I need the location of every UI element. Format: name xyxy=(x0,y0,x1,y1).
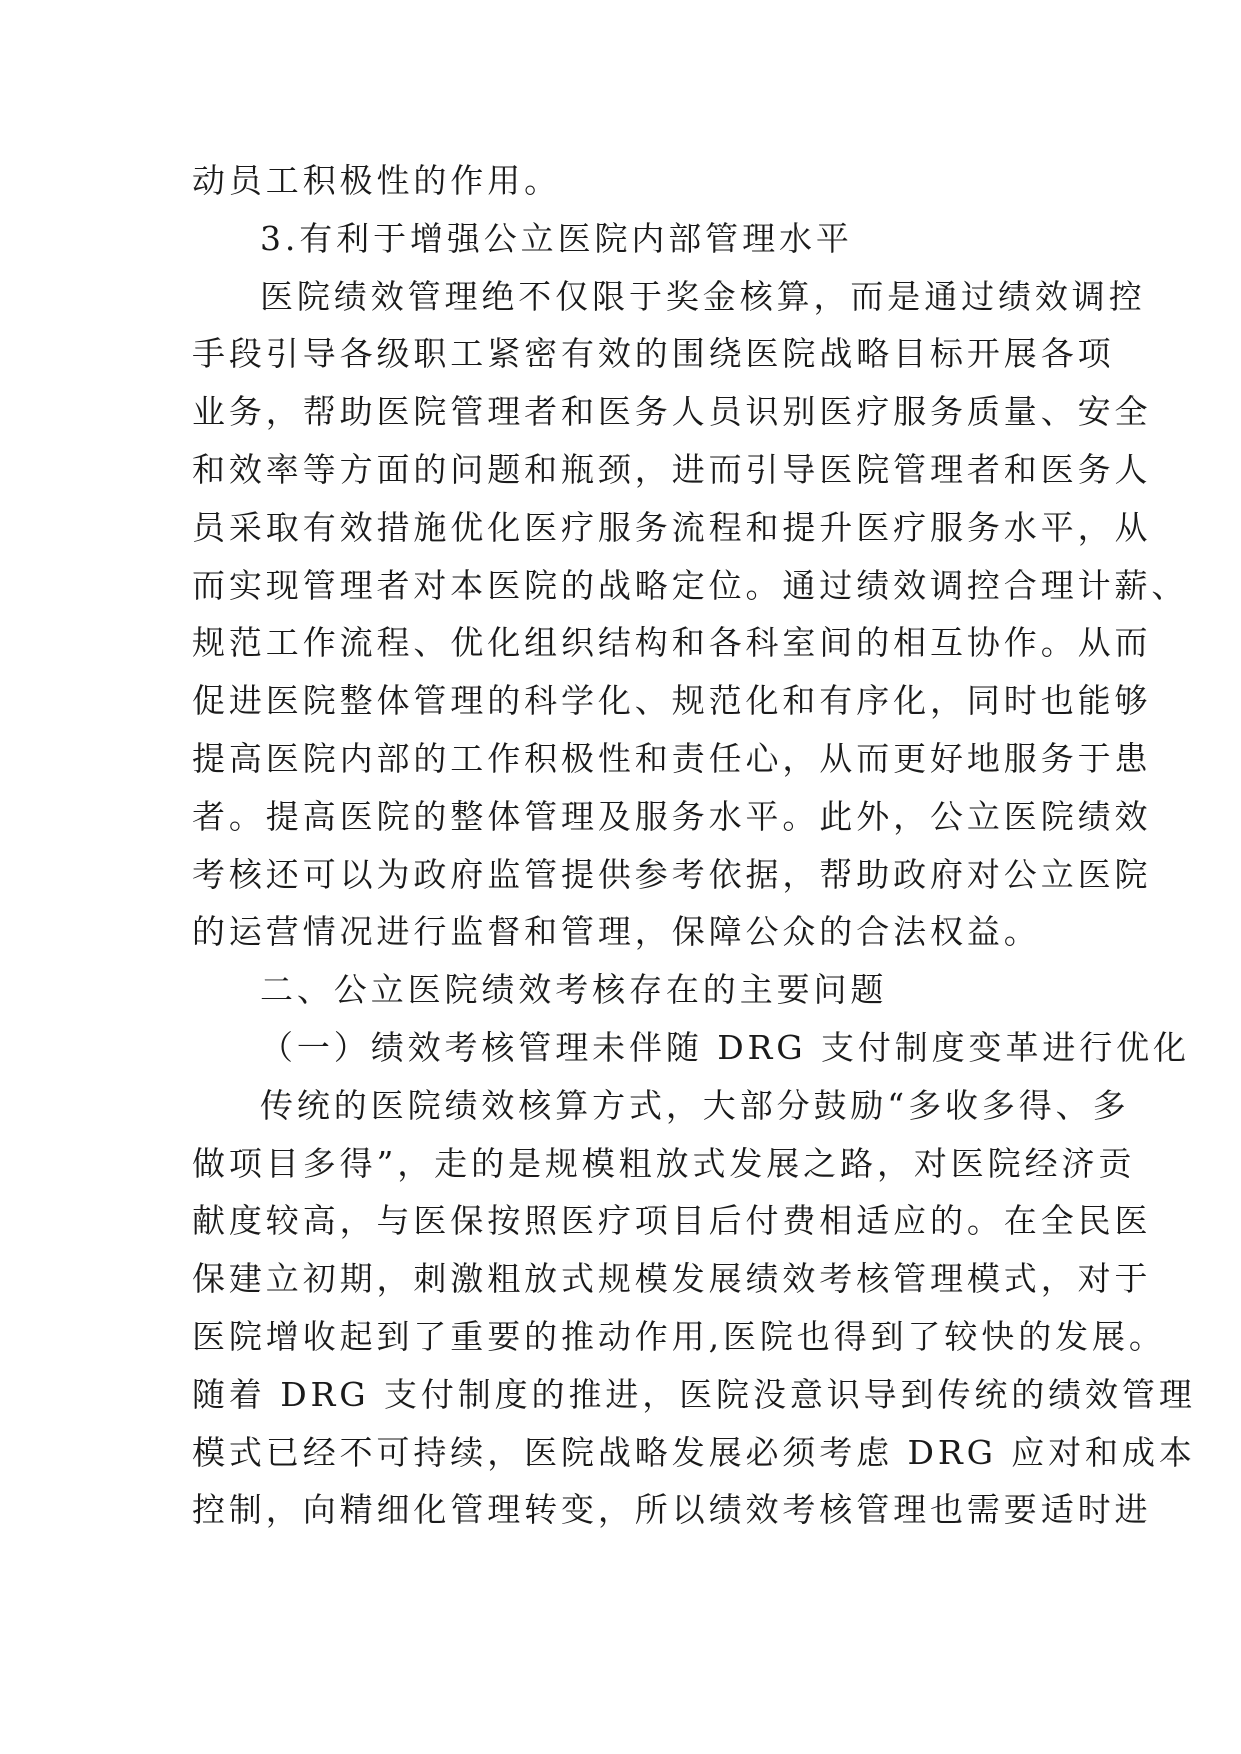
text-line: 医院绩效管理绝不仅限于奖金核算，而是通过绩效调控 xyxy=(260,276,1146,316)
text-line: 保建立初期，刺激粗放式规模发展绩效考核管理模式，对于 xyxy=(192,1259,1152,1299)
text-line: 和效率等方面的问题和瓶颈，进而引导医院管理者和医务人 xyxy=(192,449,1152,489)
text-line: 员采取有效措施优化医疗服务流程和提升医疗服务水平，从 xyxy=(192,507,1152,547)
text-line: 而实现管理者对本医院的战略定位。通过绩效调控合理计薪、 xyxy=(192,565,1189,605)
text-line: 规范工作流程、优化组织结构和各科室间的相互协作。从而 xyxy=(192,623,1152,663)
text-line: 医院增收起到了重要的推动作用,医院也得到了较快的发展。 xyxy=(192,1316,1166,1356)
text-line: 二、公立医院绩效考核存在的主要问题 xyxy=(260,970,888,1010)
text-line: 促进医院整体管理的科学化、规范化和有序化，同时也能够 xyxy=(192,681,1152,721)
text-line: 提高医院内部的工作积极性和责任心，从而更好地服务于患 xyxy=(192,738,1152,778)
text-line: （一）绩效考核管理未伴随 DRG 支付制度变革进行优化 xyxy=(260,1027,1190,1067)
text-line: 考核还可以为政府监管提供参考依据，帮助政府对公立医院 xyxy=(192,854,1152,894)
text-line: 控制，向精细化管理转变，所以绩效考核管理也需要适时进 xyxy=(192,1490,1152,1530)
text-line: 传统的医院绩效核算方式，大部分鼓励“多收多得、多 xyxy=(260,1085,1130,1125)
text-line: 手段引导各级职工紧密有效的围绕医院战略目标开展各项 xyxy=(192,334,1115,374)
text-line: 献度较高，与医保按照医疗项目后付费相适应的。在全民医 xyxy=(192,1201,1152,1241)
text-line: 3.有利于增强公立医院内部管理水平 xyxy=(260,218,853,258)
text-line: 随着 DRG 支付制度的推进，医院没意识导到传统的绩效管理 xyxy=(192,1374,1196,1414)
text-line: 做项目多得”，走的是规模粗放式发展之路，对医院经济贡 xyxy=(192,1143,1136,1183)
text-line: 模式已经不可持续，医院战略发展必须考虑 DRG 应对和成本 xyxy=(192,1432,1196,1472)
body-text xyxy=(192,152,1196,1539)
text-line: 动员工积极性的作用。 xyxy=(192,161,561,200)
text-line: 者。提高医院的整体管理及服务水平。此外，公立医院绩效 xyxy=(192,796,1152,836)
text-line: 业务，帮助医院管理者和医务人员识别医疗服务质量、安全 xyxy=(192,392,1152,432)
text-line: 的运营情况进行监督和管理，保障公众的合法权益。 xyxy=(192,912,1041,952)
